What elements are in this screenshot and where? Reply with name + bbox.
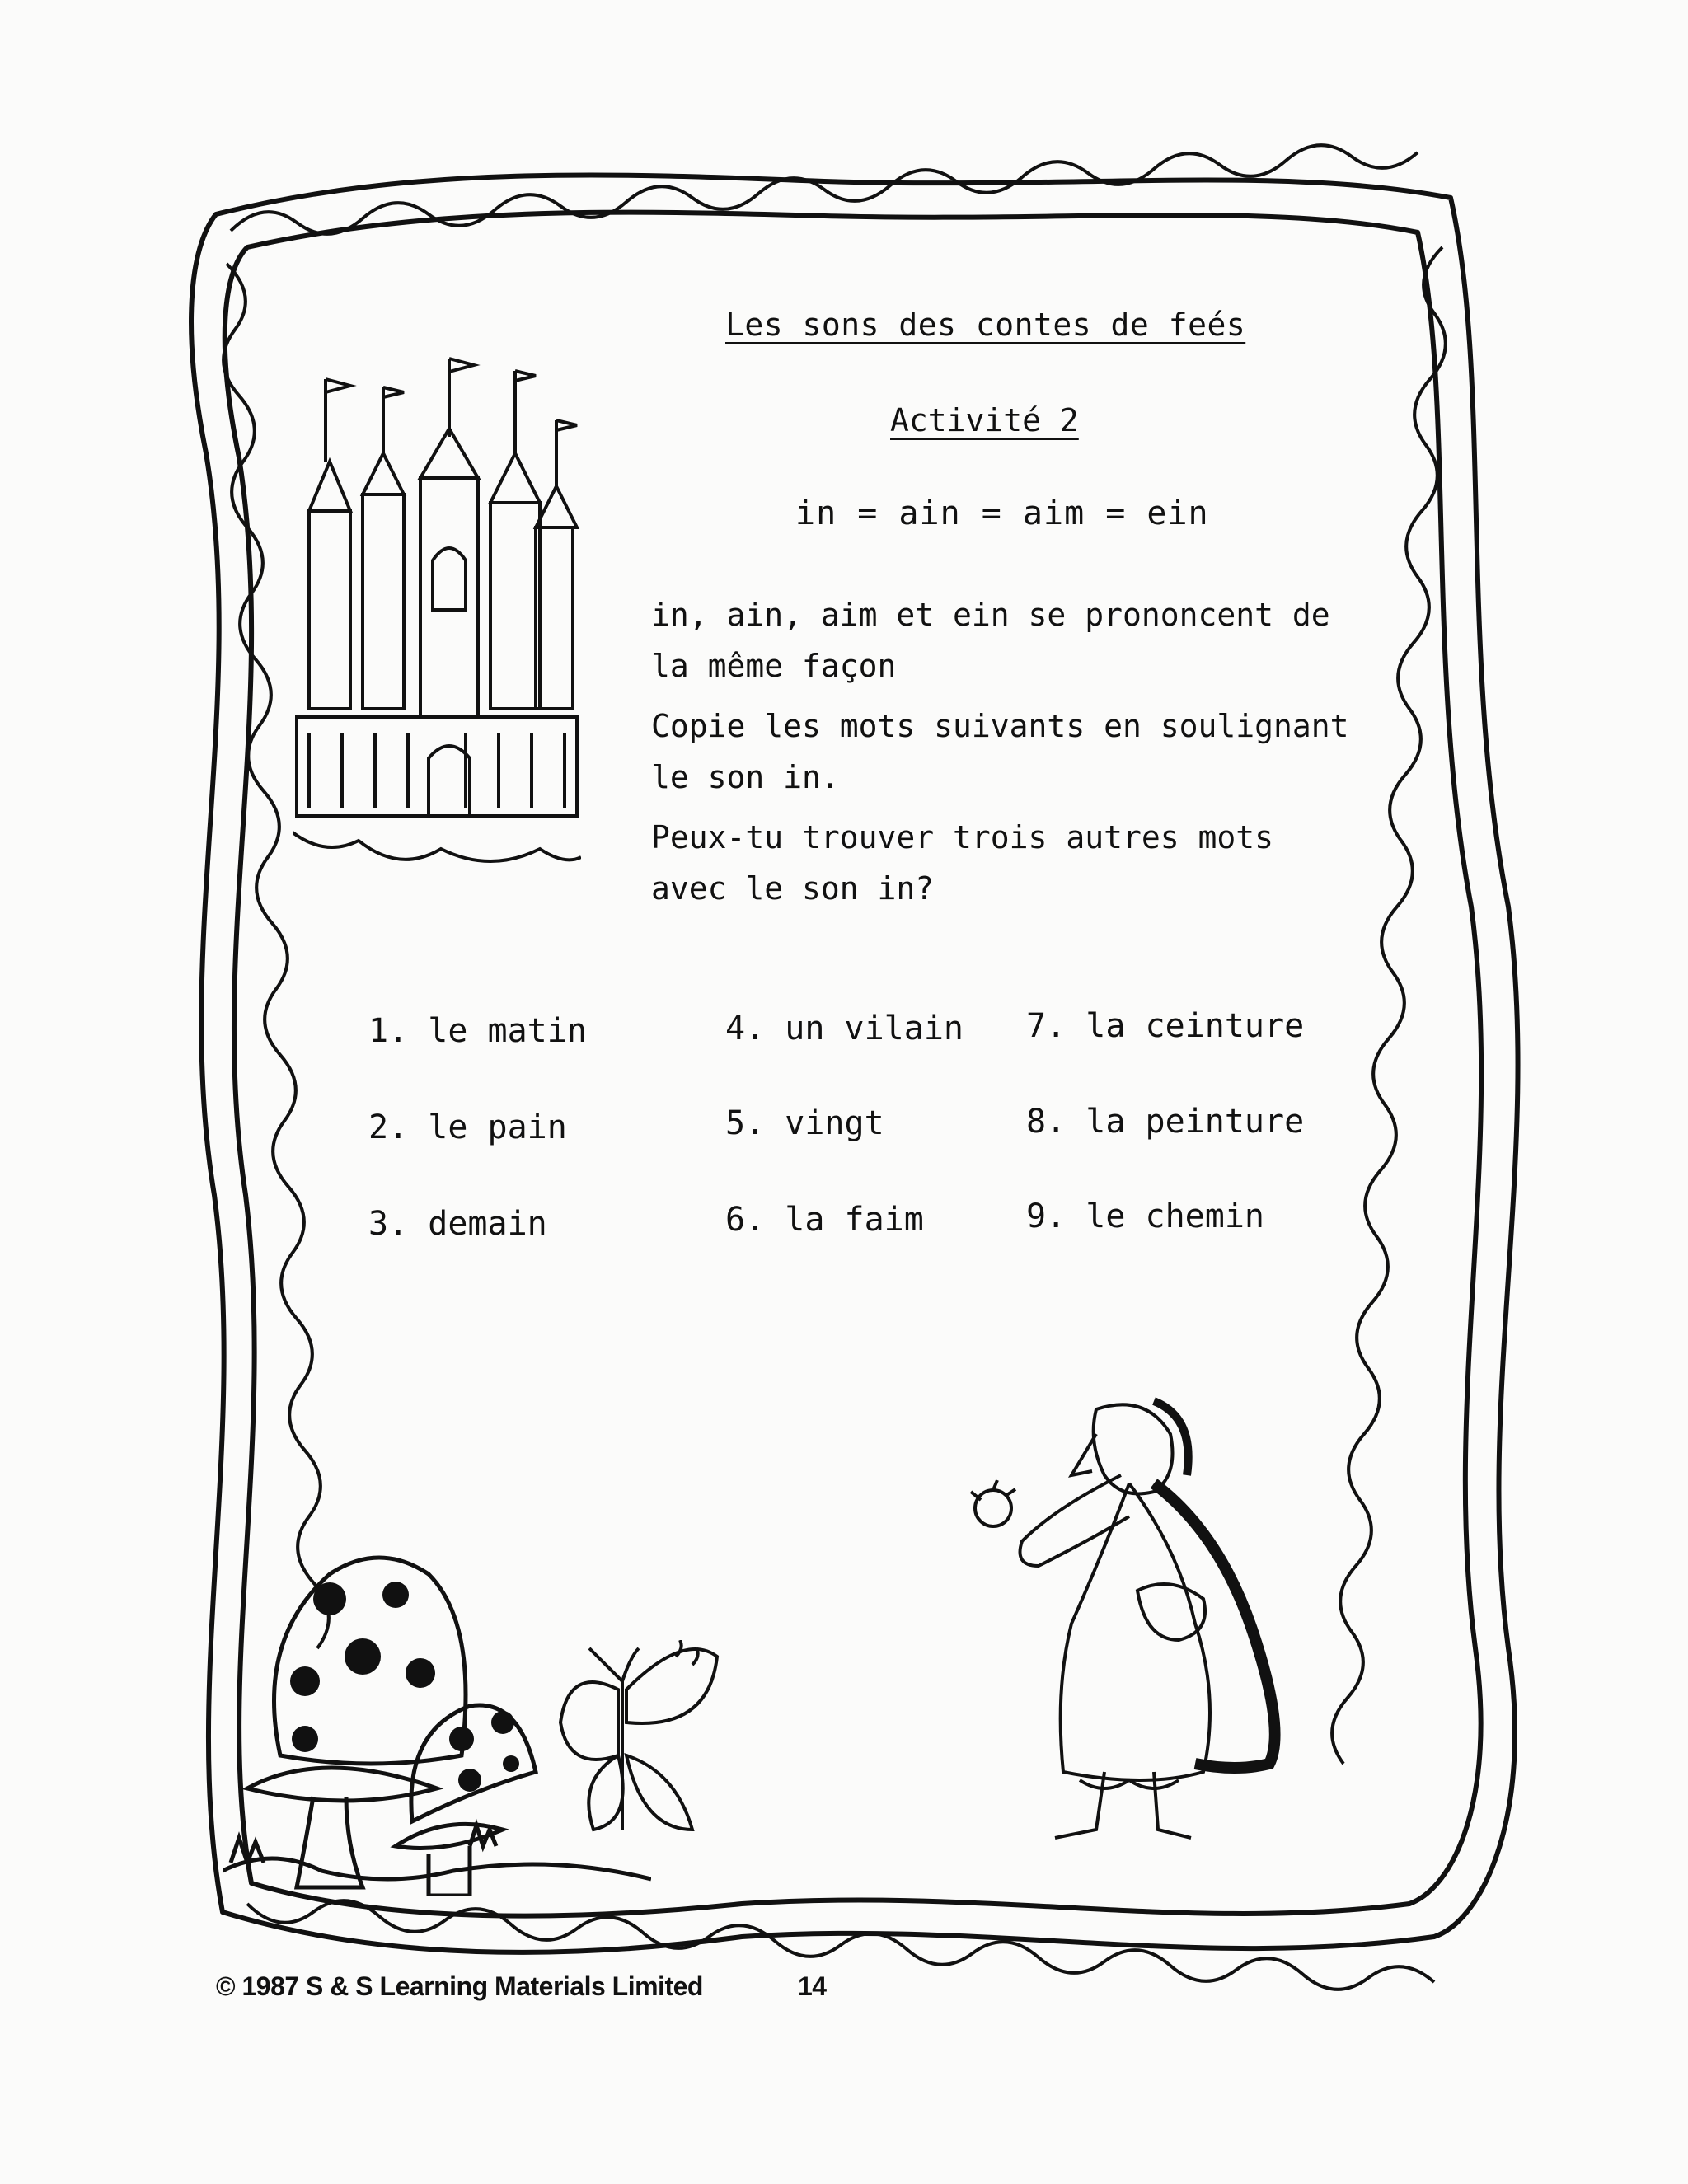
instruction-copy: Copie les mots suivants en soulignant le son in. [651,708,1349,795]
word-item-3: 3. demain [368,1205,547,1243]
word-item-7: 7. la ceinture [1026,1007,1305,1045]
word-item-6: 6. la faim [725,1201,924,1239]
activity-heading: Activité 2 [890,402,1079,438]
castle-illustration [293,346,581,882]
butterfly-illustration [528,1640,725,1838]
instruction-pronunciation: in, ain, aim et ein se prononcent de la même façon [651,597,1330,684]
word-item-2: 2. le pain [368,1108,567,1146]
word-item-9: 9. le chemin [1026,1197,1264,1235]
witch-with-apple-illustration [956,1385,1311,1863]
worksheet-title: Les sons des contes de feés [725,307,1246,343]
sound-equation: in = ain = aim = ein [795,494,1209,532]
word-item-8: 8. la peinture [1026,1103,1305,1141]
word-item-4: 4. un vilain [725,1010,964,1047]
page-number: 14 [798,1971,827,2001]
instruction-find-words: Peux-tu trouver trois autres mots avec le son in? [651,819,1273,907]
word-item-1: 1. le matin [368,1012,587,1050]
copyright-notice: © 1987 S & S Learning Materials Limited [216,1971,703,2001]
word-item-5: 5. vingt [725,1104,884,1142]
